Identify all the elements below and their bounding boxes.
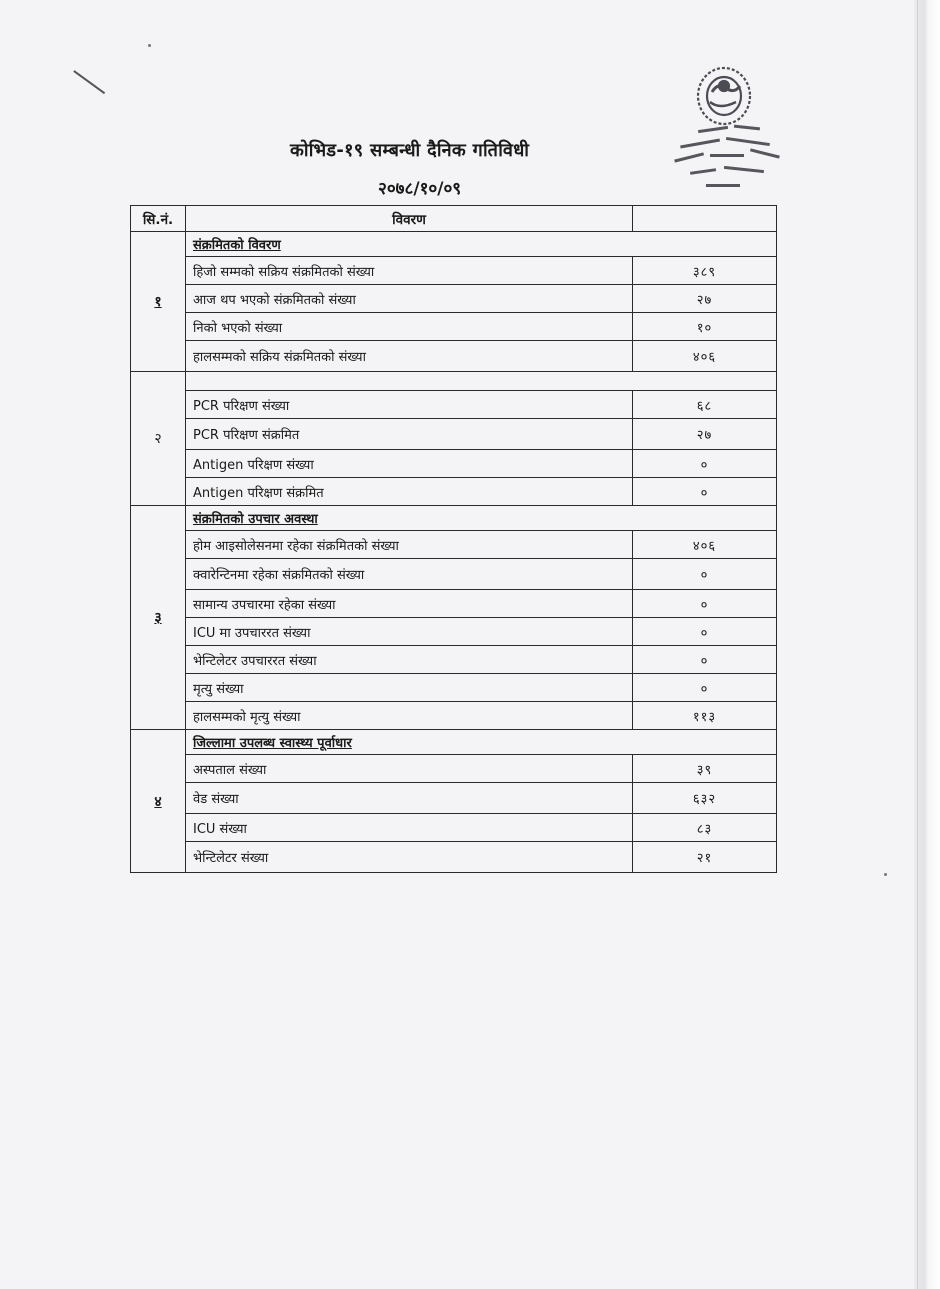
row-label: हालसम्मको सक्रिय संक्रमितको संख्या xyxy=(186,341,633,372)
section-heading: संक्रमितको उपचार अवस्था xyxy=(186,506,777,531)
row-label: Antigen परिक्षण संक्रमित xyxy=(186,478,633,506)
scan-speck xyxy=(884,873,887,876)
row-value: ३९ xyxy=(633,755,777,783)
header-description: विवरण xyxy=(186,206,633,232)
table-row xyxy=(131,478,777,506)
table-row xyxy=(131,419,777,450)
row-value: ० xyxy=(633,646,777,674)
row-value: २७ xyxy=(633,419,777,450)
document-date: २०७८/१०/०९ xyxy=(378,179,462,199)
section-serial-number: ३ xyxy=(131,506,186,730)
header-value xyxy=(633,206,777,232)
header-serial-number: सि.नं. xyxy=(131,206,186,232)
section-serial-number: २ xyxy=(131,372,186,506)
row-value: १० xyxy=(633,313,777,341)
row-label: PCR परिक्षण संक्रमित xyxy=(186,419,633,450)
row-value: ८३ xyxy=(633,814,777,842)
section-heading xyxy=(186,372,777,391)
row-label: अस्पताल संख्या xyxy=(186,755,633,783)
table-row xyxy=(131,618,777,646)
section-serial-number: १ xyxy=(131,232,186,372)
section-serial-number: ४ xyxy=(131,730,186,873)
table-header-row xyxy=(131,206,777,232)
section-heading: संक्रमितको विवरण xyxy=(186,232,777,257)
scan-speck xyxy=(148,44,151,47)
row-label: होम आइसोलेसनमा रहेका संक्रमितको संख्या xyxy=(186,531,633,559)
covid-activity-table xyxy=(130,205,777,873)
row-label: Antigen परिक्षण संख्या xyxy=(186,450,633,478)
row-label: क्वारेन्टिनमा रहेका संक्रमितको संख्या xyxy=(186,559,633,590)
section-blank-heading-row xyxy=(131,372,777,391)
table-row xyxy=(131,674,777,702)
section-heading-row xyxy=(131,730,777,755)
row-label: हालसम्मको मृत्यु संख्या xyxy=(186,702,633,730)
table-row xyxy=(131,257,777,285)
table-row xyxy=(131,755,777,783)
table-row xyxy=(131,285,777,313)
table-row xyxy=(131,814,777,842)
row-label: सामान्य उपचारमा रहेका संख्या xyxy=(186,590,633,618)
row-label: भेन्टिलेटर उपचाररत संख्या xyxy=(186,646,633,674)
row-value: ० xyxy=(633,674,777,702)
row-value: ११३ xyxy=(633,702,777,730)
table-row xyxy=(131,391,777,419)
table-row xyxy=(131,702,777,730)
row-value: २१ xyxy=(633,842,777,873)
row-value: ३८९ xyxy=(633,257,777,285)
table-row xyxy=(131,842,777,873)
table-row xyxy=(131,646,777,674)
table-row xyxy=(131,590,777,618)
row-value: २७ xyxy=(633,285,777,313)
row-label: आज थप भएको संक्रमितको संख्या xyxy=(186,285,633,313)
row-label: ICU संख्या xyxy=(186,814,633,842)
office-seal-stamp xyxy=(660,56,792,202)
row-label: वेड संख्या xyxy=(186,783,633,814)
row-value: ० xyxy=(633,478,777,506)
row-value: ० xyxy=(633,450,777,478)
scan-scratch xyxy=(74,70,106,94)
table-row xyxy=(131,531,777,559)
row-value: ६३२ xyxy=(633,783,777,814)
table-row xyxy=(131,450,777,478)
row-label: मृत्यु संख्या xyxy=(186,674,633,702)
table-row xyxy=(131,783,777,814)
row-value: ४०६ xyxy=(633,341,777,372)
row-label: PCR परिक्षण संख्या xyxy=(186,391,633,419)
row-value: ० xyxy=(633,559,777,590)
section-heading-row xyxy=(131,506,777,531)
page-edge-line xyxy=(917,0,918,1289)
row-label: निको भएको संख्या xyxy=(186,313,633,341)
document-title: कोभिड-१९ सम्बन्धी दैनिक गतिविधी xyxy=(290,140,530,161)
section-heading: जिल्लामा उपलब्ध स्वास्थ्य पूर्वाधार xyxy=(186,730,777,755)
table-row xyxy=(131,559,777,590)
table-row xyxy=(131,341,777,372)
section-heading-row xyxy=(131,232,777,257)
row-value: ० xyxy=(633,618,777,646)
row-label: हिजो सम्मको सक्रिय संक्रमितको संख्या xyxy=(186,257,633,285)
row-label: भेन्टिलेटर संख्या xyxy=(186,842,633,873)
row-value: ४०६ xyxy=(633,531,777,559)
row-value: ६८ xyxy=(633,391,777,419)
row-value: ० xyxy=(633,590,777,618)
table-row xyxy=(131,313,777,341)
row-label: ICU मा उपचाररत संख्या xyxy=(186,618,633,646)
